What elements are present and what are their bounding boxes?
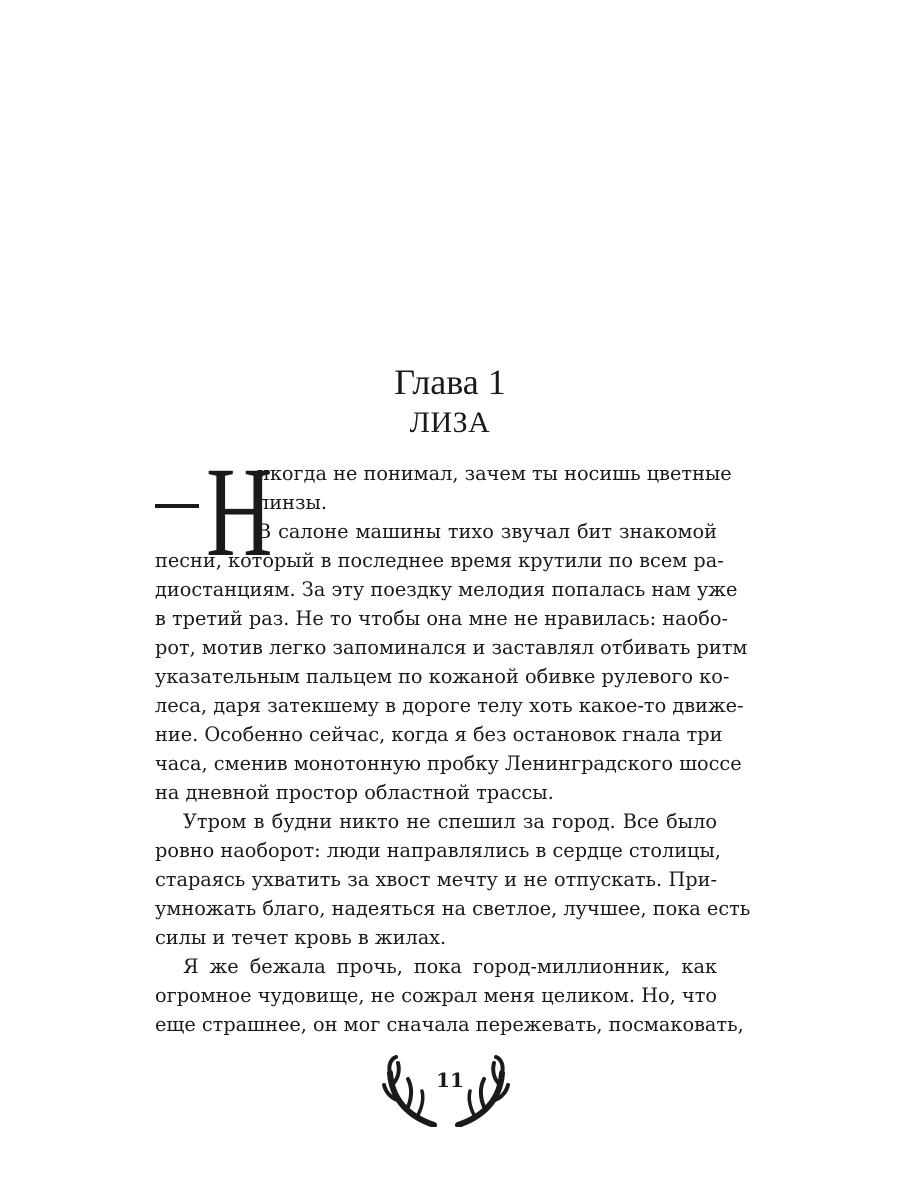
text-line: ровно наоборот: люди направлялись в сердце столицы,	[155, 839, 721, 862]
text-line: икогда не понимал, зачем ты носишь цветные	[257, 462, 732, 485]
drop-cap: Н	[206, 441, 273, 583]
body-text	[155, 459, 751, 1039]
text-line: указательным пальцем по кожаной обивке рулевого ко-	[155, 665, 730, 688]
text-line: умножать благо, надеяться на светлое, лучшее, пока есть	[155, 897, 751, 920]
text-line: песни, который в последнее время крутили по всем ра-	[155, 549, 724, 572]
text-line: часа, сменив монотонную пробку Ленинградского шоссе	[155, 752, 742, 775]
text-line: на дневной простор областной трассы.	[155, 781, 554, 804]
text-line: ние. Особенно сейчас, когда я без остановок гнала три	[155, 723, 723, 746]
text-line: огромное чудовище, не сожрал меня целиком. Но, что	[155, 984, 717, 1007]
text-line: диостанциям. За эту поездку мелодия попалась нам уже	[155, 578, 738, 601]
text-line: В салоне машины тихо звучал бит знакомой	[257, 520, 717, 543]
chapter-name: ЛИЗА	[409, 406, 491, 439]
text-line: силы и течет кровь в жилах.	[155, 926, 447, 949]
text-line: рот, мотив легко запоминался и заставлял отбивать ритм	[155, 636, 748, 659]
page-number: 11	[436, 1068, 464, 1092]
chapter-title: Глава 1	[394, 362, 506, 402]
text-line: стараясь ухватить за хвост мечту и не отпускать. При-	[155, 868, 717, 891]
text-line: Утром в будни никто не спешил за город. Все было	[183, 810, 717, 833]
text-line: линзы.	[257, 491, 327, 514]
text-line: леса, даря затекшему в дороге телу хоть какое-то движе-	[155, 694, 744, 717]
text-line: еще страшнее, он мог сначала пережевать, посмаковать,	[155, 1013, 744, 1036]
page-footer	[0, 1050, 900, 1130]
text-line: в третий раз. Не то чтобы она мне не нравилась: наобо-	[155, 607, 728, 630]
antler-right-icon	[444, 1055, 510, 1127]
text-line: Я же бежала прочь, пока город-миллионник, как	[183, 955, 717, 978]
